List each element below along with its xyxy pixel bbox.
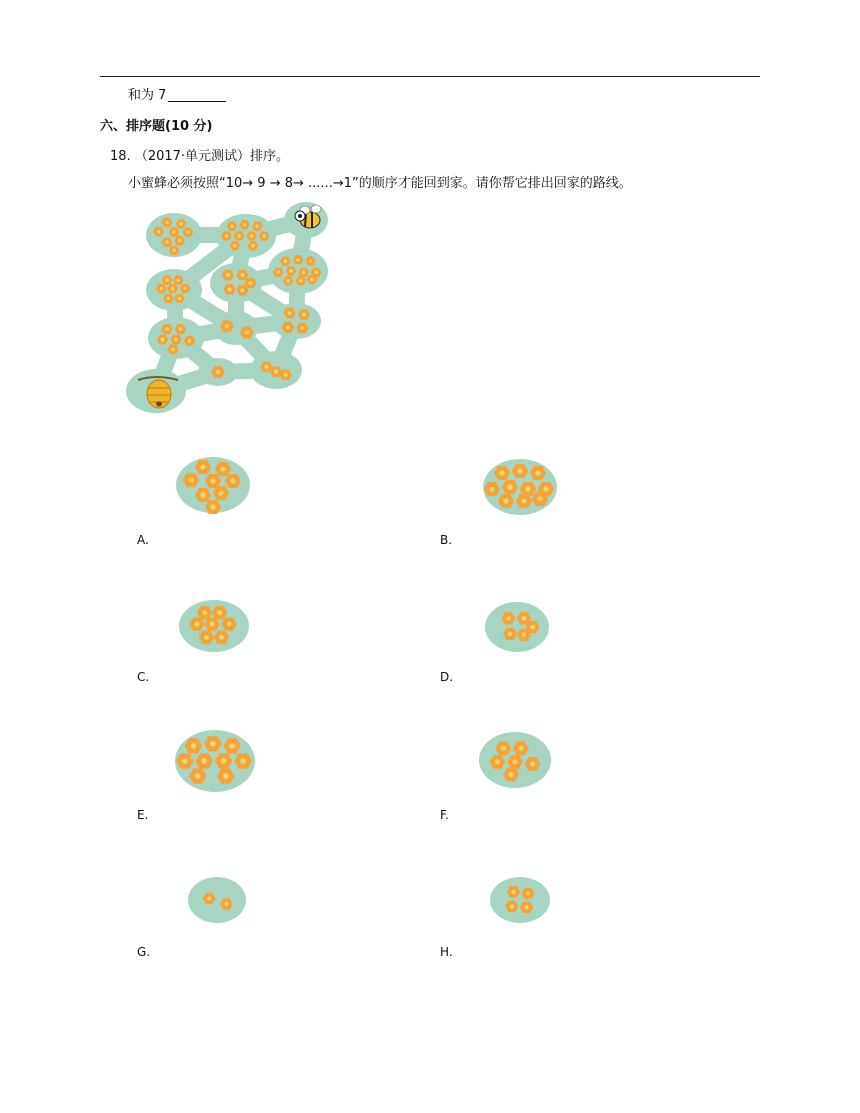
question-number: 18. [110,149,131,164]
option-cell-image[interactable] [482,458,558,516]
section-title: 六、排序题(10 分) [100,119,213,134]
option-cell-image[interactable] [489,876,551,924]
option-label: B. [440,533,453,547]
question-source: （2017·单元测试）排序。 [134,149,290,164]
option-cell [188,877,246,923]
option-label: C. [137,670,150,684]
option-label: F. [440,808,449,822]
option-label: G. [137,945,151,959]
option-cell [490,877,550,923]
top-rule [100,76,760,77]
option-cell-image[interactable] [187,876,247,924]
previous-question-tail [128,84,226,103]
answer-blank[interactable] [168,87,226,102]
option-label: E. [137,808,149,822]
question-text: 小蜜蜂必须按照“10→ 9 → 8→ ......→1”的顺序才能回到家。请你帮它排出回家的路线。 [128,176,632,191]
question-header [110,145,289,164]
option-cell-image[interactable] [174,729,256,793]
option-label: H. [440,945,453,959]
option-label: A. [137,533,149,547]
option-cell-image[interactable] [178,599,250,653]
bee-maze-figure [126,198,331,418]
option-label: D. [440,670,454,684]
option-cell-image[interactable] [478,731,552,789]
previous-question-text: 和为 7 [128,88,167,103]
option-cell-image[interactable] [484,601,550,653]
option-cell-image[interactable] [175,456,251,514]
